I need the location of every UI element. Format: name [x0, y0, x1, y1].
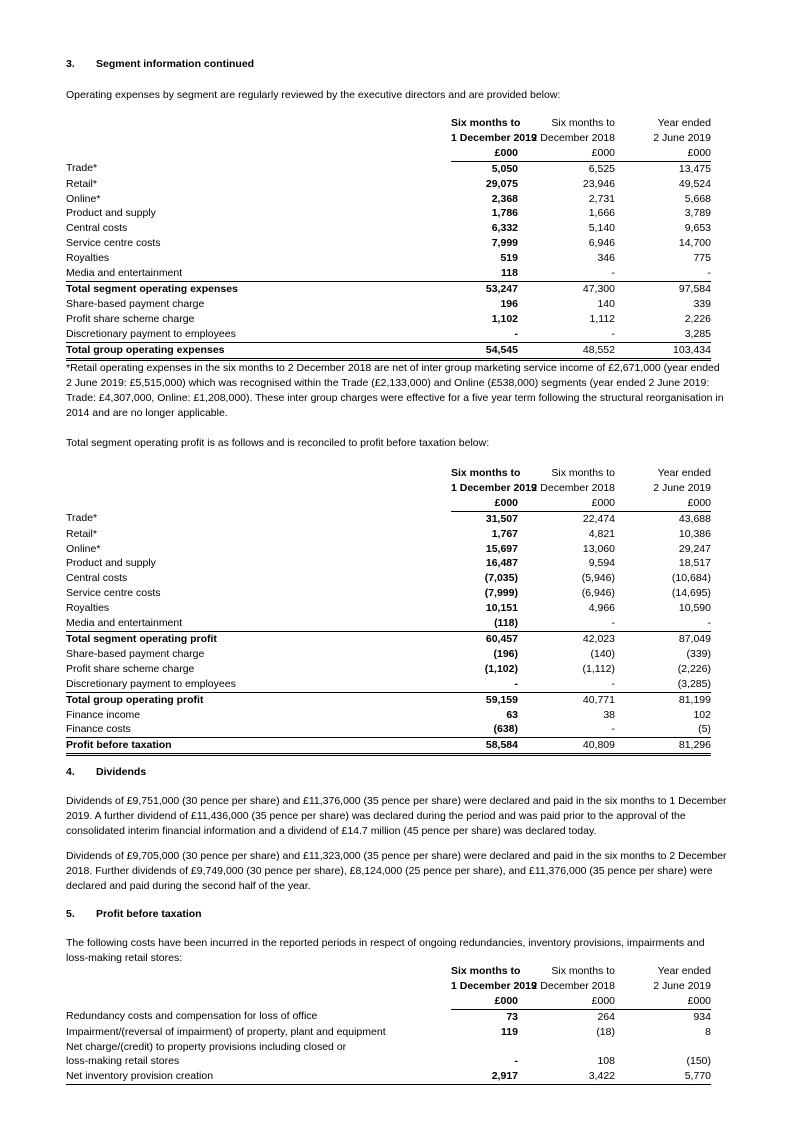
cell-value: - [514, 327, 518, 340]
row-label: Total segment operating expenses [66, 281, 451, 296]
table-row [66, 297, 711, 312]
cell-value: 119 [501, 1025, 518, 1038]
table-row [66, 647, 711, 662]
row-label: Share-based payment charge [66, 647, 205, 660]
cell-value: 40,771 [518, 692, 615, 707]
cell-value: 3,789 [684, 207, 711, 220]
column-header-row [66, 131, 711, 146]
cell-value: - [707, 267, 711, 280]
row-label: Finance costs [66, 723, 131, 736]
cell-value: - [611, 677, 615, 690]
cell-value: 16,487 [485, 557, 518, 570]
cell-value: 196 [500, 297, 518, 310]
header-spacer [66, 466, 451, 481]
cell-value: 10,151 [485, 602, 518, 615]
cell-value: (18) [596, 1025, 615, 1038]
column-header: 2 June 2019 [653, 481, 711, 494]
units-header-row [66, 994, 711, 1009]
cell-value: (5) [698, 723, 711, 736]
column-header: 1 December 2019 [451, 481, 537, 494]
section-5-heading [66, 908, 202, 920]
column-header: £000 [518, 496, 615, 511]
section-title: Dividends [96, 766, 147, 778]
cell-value: 23,946 [582, 177, 615, 190]
cell-value: 2,226 [684, 312, 711, 325]
cell-value: 1,112 [589, 312, 615, 325]
cell-value: 5,770 [615, 1069, 711, 1084]
column-header: Six months to [551, 467, 615, 479]
row-label: Profit share scheme charge [66, 662, 195, 675]
row-label: Media and entertainment [66, 267, 183, 280]
column-header: Six months to [451, 117, 521, 129]
column-header: Six months to [451, 467, 521, 479]
header-spacer [66, 496, 451, 511]
cell-value: 1,666 [588, 207, 615, 220]
row-label: Product and supply [66, 207, 156, 220]
row-label: Finance income [66, 708, 141, 721]
header-spacer [66, 131, 451, 146]
table-row [66, 1009, 711, 1024]
column-header-row [66, 481, 711, 496]
table-row [66, 556, 711, 571]
table-row [66, 677, 711, 692]
cell-value: 60,457 [451, 631, 518, 646]
cell-value: 2,731 [588, 192, 615, 205]
cell-value: 934 [693, 1010, 711, 1023]
cell-value: 10,590 [678, 602, 711, 615]
cell-value: 13,475 [678, 162, 711, 175]
header-spacer [66, 964, 451, 979]
column-header: Year ended [657, 965, 711, 977]
section-4-heading [66, 766, 146, 778]
cell-value: 63 [506, 708, 518, 721]
cell-value: - [514, 677, 518, 690]
column-header: 1 December 2019 [451, 979, 537, 992]
cell-value: (3,285) [677, 677, 711, 690]
cell-value: 81,199 [615, 692, 711, 707]
cell-value: 9,653 [684, 222, 711, 235]
cell-value: 5,140 [588, 222, 615, 235]
column-header: 2 December 2018 [531, 979, 615, 992]
cell-value: - [514, 1055, 518, 1068]
table-row [66, 1025, 711, 1040]
cell-value: (118) [494, 617, 518, 630]
row-label: Profit share scheme charge [66, 312, 195, 325]
cell-value [451, 1040, 518, 1055]
table-row [66, 192, 711, 207]
table-row [66, 631, 711, 646]
cell-value: 102 [693, 708, 711, 721]
cell-value: - [611, 723, 615, 736]
column-header: 2 December 2018 [531, 481, 615, 494]
table-row [66, 571, 711, 586]
table-row [66, 542, 711, 557]
cell-value: (1,102) [484, 662, 518, 675]
section-number: 4. [66, 766, 75, 778]
section-3-heading [66, 58, 254, 70]
table-row [66, 342, 711, 359]
cell-value: (6,946) [581, 587, 615, 600]
cell-value: 14,700 [678, 237, 711, 250]
cell-value: 346 [597, 252, 615, 265]
row-label: Trade* [66, 512, 98, 525]
footnote: *Retail operating expenses in the six months to 2 December 2018 are net of inter group marketing service income of £2,671,000 (year ended 2 June 2019: £5,515,000) which was recognised within the Trade (£2,133,000) and Online (£538,000) segments (year ended 2 June 2019: Trade: £4,307,000, Online: £1,208,000). These inter group charges were effective for a five year term following the structural reorganisation in 2014 and are no longer applicable. [66, 362, 724, 419]
column-header: Six months to [451, 965, 521, 977]
section-number: 5. [66, 908, 75, 920]
cell-value: 1,786 [491, 207, 518, 220]
cell-value: 4,821 [588, 527, 615, 540]
column-header: £000 [615, 496, 711, 511]
cell-value: 103,434 [615, 342, 711, 359]
row-label: Discretionary payment to employees [66, 677, 236, 690]
cell-value: 8 [705, 1025, 711, 1038]
cell-value: 22,474 [582, 512, 615, 525]
cell-value: 38 [603, 708, 615, 721]
cell-value: - [611, 617, 615, 630]
row-label: Trade* [66, 162, 98, 175]
cell-value: 10,386 [678, 527, 711, 540]
costs-table [66, 964, 711, 1085]
cell-value: 339 [693, 297, 711, 310]
table-row [66, 281, 711, 296]
table-row [66, 708, 711, 723]
cell-value: 6,332 [491, 222, 518, 235]
column-header: 2 June 2019 [653, 131, 711, 144]
table-row [66, 511, 711, 526]
row-label: Royalties [66, 602, 110, 615]
table-row [66, 1054, 711, 1069]
column-header: £000 [451, 994, 518, 1009]
row-label: Central costs [66, 572, 128, 585]
row-label: Total group operating expenses [66, 342, 451, 359]
column-header: Year ended [657, 467, 711, 479]
row-label: Online* [66, 542, 101, 555]
cell-value: 31,507 [485, 512, 518, 525]
table-row [66, 527, 711, 542]
row-label: Royalties [66, 252, 110, 265]
cell-value: 4,966 [588, 602, 615, 615]
table-row [66, 662, 711, 677]
cell-value: 264 [597, 1010, 615, 1023]
row-label: Retail* [66, 177, 97, 190]
dividends-para-1: Dividends of £9,751,000 (30 pence per share) and £11,376,000 (35 pence per share) were declared and paid in the six months to 1 December 2019. A further dividend of £11,436,000 (35 pence per share) was declared during the period and was paid prior to the approval of the consolidated interim financial information and a dividend of £14.7 million (45 pence per share) was declared today. [66, 795, 727, 837]
cell-value: 87,049 [615, 631, 711, 646]
column-header: £000 [451, 146, 518, 161]
units-header-row [66, 496, 711, 511]
cell-value: - [707, 617, 711, 630]
cell-value: - [611, 267, 615, 280]
row-label: Net inventory provision creation [66, 1069, 451, 1084]
cell-value: (7,999) [484, 587, 518, 600]
cell-value: 9,594 [588, 557, 615, 570]
row-label: Product and supply [66, 557, 156, 570]
section-number: 3. [66, 58, 75, 70]
table-row [66, 236, 711, 251]
table-row [66, 161, 711, 176]
cell-value: (1,112) [582, 662, 615, 675]
section-title: Segment information continued [96, 58, 255, 70]
opex-intro: Operating expenses by segment are regularly reviewed by the executive directors and are provided below: [66, 89, 561, 101]
row-label: Impairment/(reversal of impairment) of property, plant and equipment [66, 1025, 386, 1038]
table-row [66, 221, 711, 236]
column-header-row [66, 116, 711, 131]
cell-value: (5,946) [581, 572, 615, 585]
cell-value: 47,300 [518, 281, 615, 296]
row-label: Share-based payment charge [66, 297, 205, 310]
row-label: Redundancy costs and compensation for loss of office [66, 1010, 318, 1023]
cell-value: 5,668 [684, 192, 711, 205]
table-row [66, 266, 711, 281]
header-spacer [66, 116, 451, 131]
row-label: Discretionary payment to employees [66, 327, 236, 340]
table-row [66, 738, 711, 755]
cell-value: - [611, 327, 615, 340]
row-label: Service centre costs [66, 587, 161, 600]
table-row [66, 586, 711, 601]
table-row [66, 327, 711, 342]
column-header: £000 [615, 994, 711, 1009]
cell-value: (10,684) [671, 572, 711, 585]
table-row [66, 1069, 711, 1084]
dividends-para-2: Dividends of £9,705,000 (30 pence per share) and £11,323,000 (35 pence per share) were declared and paid in the six months to 2 December 2018. Further dividends of £9,749,000 (30 pence per share), £8,124,000 (25 pence per share), and £11,376,000 (35 pence per share) were declared and paid during the second half of the year. [66, 850, 727, 892]
column-header: £000 [518, 146, 615, 161]
column-header-row [66, 466, 711, 481]
row-label: Retail* [66, 527, 97, 540]
cell-value: (339) [686, 647, 711, 660]
cell-value: 519 [500, 252, 518, 265]
column-header-row [66, 964, 711, 979]
table-row [66, 692, 711, 707]
header-spacer [66, 979, 451, 994]
cell-value: 13,060 [582, 542, 615, 555]
cell-value: 108 [597, 1055, 615, 1068]
row-label: Net charge/(credit) to property provisions including closed or [66, 1040, 347, 1053]
cell-value: 48,552 [518, 342, 615, 359]
column-header-row [66, 979, 711, 994]
cell-value: 54,545 [451, 342, 518, 359]
column-header: 2 December 2018 [531, 131, 615, 144]
cell-value: 43,688 [678, 512, 711, 525]
column-header: £000 [518, 994, 615, 1009]
cell-value: 42,023 [518, 631, 615, 646]
header-spacer [66, 146, 451, 161]
table-row [66, 177, 711, 192]
cell-value: 29,075 [485, 177, 518, 190]
column-header: Six months to [551, 965, 615, 977]
row-label: Total segment operating profit [66, 631, 451, 646]
cell-value: 59,159 [451, 692, 518, 707]
cell-value: 775 [693, 252, 711, 265]
cell-value: 58,584 [451, 738, 518, 755]
cell-value: 5,050 [491, 162, 518, 175]
cell-value: 6,946 [588, 237, 615, 250]
cell-value: 29,247 [678, 542, 711, 555]
cell-value: 140 [597, 297, 615, 310]
opex-table [66, 116, 711, 361]
cell-value: 81,296 [615, 738, 711, 755]
section-title: Profit before taxation [96, 908, 202, 920]
cell-value: 2,917 [451, 1069, 518, 1084]
profit-intro: Total segment operating profit is as follows and is reconciled to profit before taxation below: [66, 437, 490, 449]
row-label: Total group operating profit [66, 692, 451, 707]
column-header: 1 December 2019 [451, 131, 537, 144]
column-header: 2 June 2019 [653, 979, 711, 992]
cell-value [518, 1040, 615, 1055]
cell-value: 118 [501, 267, 518, 280]
cell-value: (150) [686, 1055, 711, 1068]
cell-value: 3,285 [684, 327, 711, 340]
table-row [66, 722, 711, 737]
cell-value: (140) [590, 647, 615, 660]
table-row [66, 616, 711, 631]
costs-intro: The following costs have been incurred in the reported periods in respect of ongoing redundancies, inventory provisions, impairments and loss-making retail stores: [66, 937, 705, 964]
cell-value: 73 [506, 1010, 518, 1023]
profit-table [66, 466, 711, 756]
cell-value: 18,517 [678, 557, 711, 570]
row-label: Profit before taxation [66, 738, 451, 755]
row-label: loss-making retail stores [66, 1055, 180, 1068]
column-header: £000 [451, 496, 518, 511]
row-label: Central costs [66, 222, 128, 235]
cell-value: 3,422 [518, 1069, 615, 1084]
cell-value: 40,809 [518, 738, 615, 755]
cell-value: 53,247 [451, 281, 518, 296]
table-row [66, 312, 711, 327]
cell-value: (14,695) [671, 587, 711, 600]
table-row [66, 1040, 711, 1055]
column-header: Six months to [551, 117, 615, 129]
cell-value: 6,525 [588, 162, 615, 175]
cell-value: 97,584 [615, 281, 711, 296]
table-row [66, 601, 711, 616]
column-header: £000 [615, 146, 711, 161]
row-label: Online* [66, 192, 101, 205]
header-spacer [66, 994, 451, 1009]
cell-value: 1,767 [491, 527, 518, 540]
table-row [66, 251, 711, 266]
cell-value: 7,999 [491, 237, 518, 250]
units-header-row [66, 146, 711, 161]
cell-value: (196) [493, 647, 518, 660]
cell-value: (638) [493, 723, 518, 736]
cell-value [615, 1040, 711, 1055]
row-label: Media and entertainment [66, 617, 183, 630]
cell-value: 49,524 [678, 177, 711, 190]
header-spacer [66, 481, 451, 496]
cell-value: (2,226) [677, 662, 711, 675]
cell-value: 1,102 [491, 312, 518, 325]
cell-value: 15,697 [485, 542, 518, 555]
cell-value: 2,368 [491, 192, 518, 205]
table-row [66, 206, 711, 221]
cell-value: (7,035) [484, 572, 518, 585]
column-header: Year ended [657, 117, 711, 129]
row-label: Service centre costs [66, 237, 161, 250]
